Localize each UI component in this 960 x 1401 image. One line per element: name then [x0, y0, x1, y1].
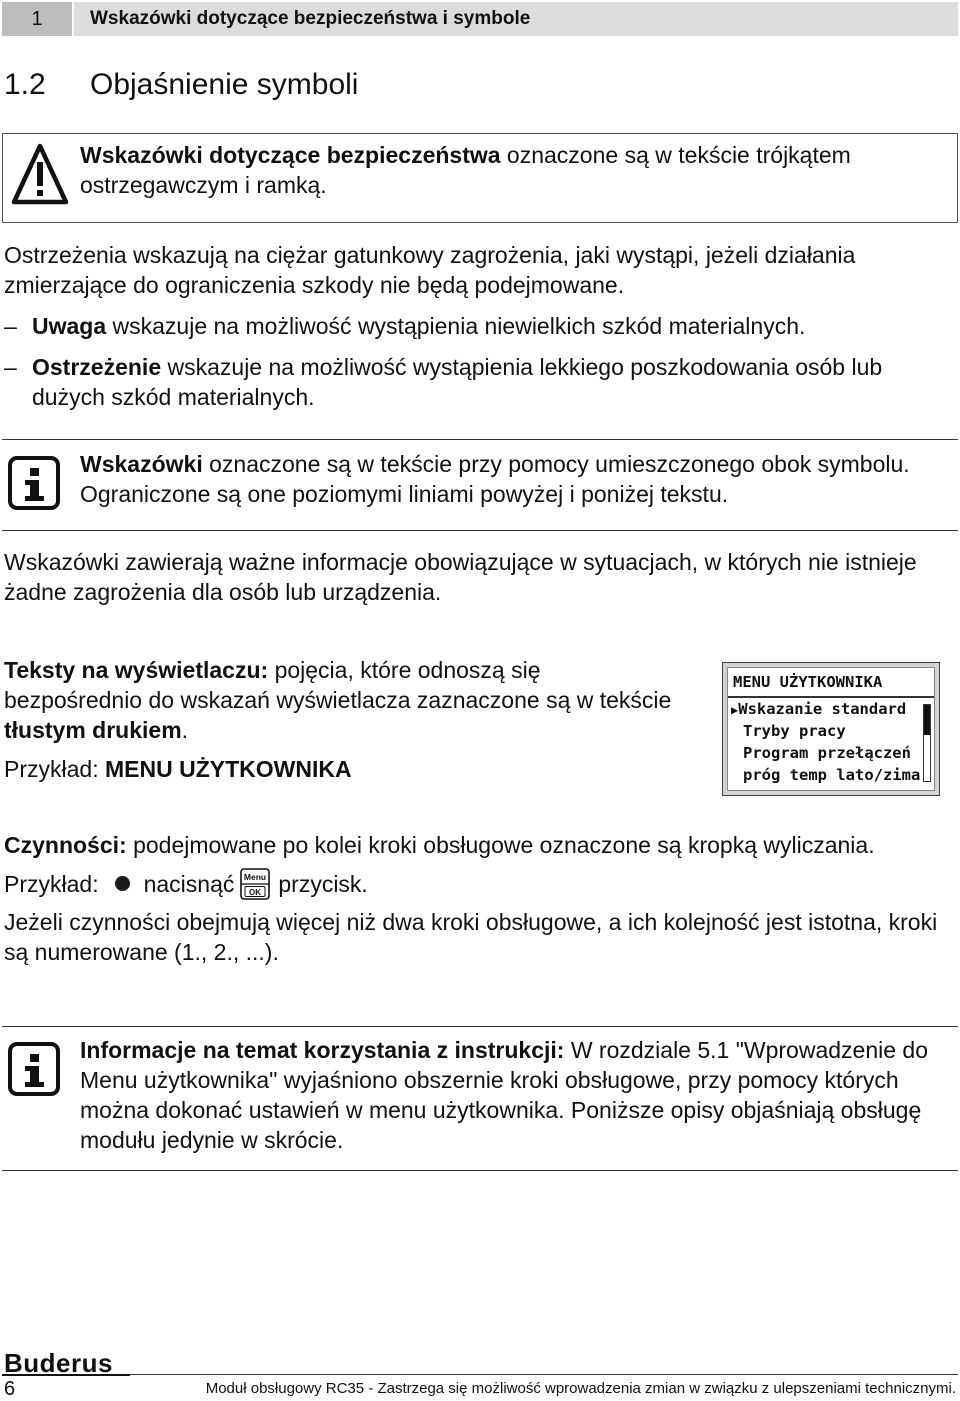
lcd-display: [722, 662, 940, 796]
bullet-bold: Ostrzeżenie: [32, 354, 162, 380]
actions-example-label: Przykład:: [4, 871, 99, 897]
lcd-cursor-icon: ▶: [731, 703, 739, 717]
warning-triangle-icon: [10, 140, 70, 208]
info-box-bottom-rule: [2, 530, 958, 531]
section-title: [4, 68, 358, 102]
actions-example-action: nacisnąć: [143, 871, 235, 897]
info-box-top-rule: [2, 1026, 958, 1027]
actions-example: [4, 869, 954, 902]
bullet-bold: Uwaga: [32, 313, 107, 339]
info-box-2-rest: W rozdziale 5.1 "Wprowadzenie do Menu użytkownika" wyjaśniono obszernie kroki obsługowe, przy pomocy których można dokonać ustawień w menu użytkownika. Poniższe opisy objaśniają obsługę modułu jedynie w skrócie.: [80, 1037, 928, 1153]
warning-box-bold: Wskazówki dotyczące bezpieczeństwa: [80, 142, 501, 168]
info-box-2-text: [80, 1035, 950, 1155]
chapter-title: Wskazówki dotyczące bezpieczeństwa i symbole: [74, 2, 958, 36]
bullet-dot-icon: [115, 876, 130, 891]
display-texts-period: .: [181, 717, 189, 743]
buderus-logo: Buderus: [4, 1348, 113, 1378]
section-title-text: Objaśnienie symboli: [90, 68, 359, 101]
lcd-scrollbar-thumb: [924, 705, 930, 735]
info-box-1-text: [80, 449, 950, 509]
warning-box-text: [80, 140, 950, 200]
warnings-paragraph: Ostrzeżenia wskazują na ciężar gatunkowy zagrożenia, jaki wystąpi, jeżeli działania zmierzające do ograniczenia szkody nie będą podejmowane.: [4, 242, 856, 298]
bullet-item: [4, 352, 954, 412]
lcd-menu-item: próg temp lato/zima: [743, 766, 921, 784]
display-texts-paragraph: [4, 655, 684, 745]
info-box-top-rule: [2, 439, 958, 440]
lcd-title: MENU UŻYTKOWNIKA: [733, 673, 883, 691]
info-box-1-bold: Wskazówki: [80, 451, 203, 477]
info-icon: [8, 1042, 60, 1096]
warning-box-rest: oznaczone są w tekście trójkątem ostrzegawczym i ramką.: [80, 142, 851, 198]
actions-paragraph: [4, 830, 954, 860]
display-texts-bold-2: tłustym drukiem: [4, 717, 182, 743]
bullet-text: wskazuje na możliwość wystąpienia lekkiego poszkodowania osób lub dużych szkód materialnych.: [32, 354, 883, 410]
notes-paragraph: Wskazówki zawierają ważne informacje obowiązujące w sytuacjach, w których nie istnieje żadne zagrożenia dla osób lub urządzenia.: [4, 549, 917, 605]
actions-numbering: Jeżeli czynności obejmują więcej niż dwa kroki obsługowe, a ich kolejność jest istotna, kroki są numerowane (1., 2., ...).: [4, 909, 938, 965]
display-example-value: MENU UŻYTKOWNIKA: [104, 756, 352, 782]
lcd-screen: [727, 667, 935, 791]
info-box-bottom-rule: [2, 1170, 958, 1171]
info-icon: [8, 456, 60, 510]
actions-bold: Czynności:: [4, 832, 127, 858]
menu-button-top-label: Menu: [244, 871, 267, 882]
bullet-item: [4, 311, 954, 341]
info-box-1-rest: oznaczone są w tekście przy pomocy umieszczonego obok symbolu. Ograniczone są one poziomymi liniami powyżej i poniżej tekstu.: [80, 451, 910, 507]
footer-rule-accent: [2, 1374, 130, 1376]
bullet-dash: –: [4, 354, 17, 380]
display-texts-bold: Teksty na wyświetlaczu:: [4, 657, 269, 683]
bullet-dash: –: [4, 313, 17, 339]
footer-text: Moduł obsługowy RC35 - Zastrzega się możliwość wprowadzenia zmian w związku z ulepszeniami technicznymi.: [205, 1380, 956, 1397]
display-texts-body: pojęcia, które odnoszą się bezpośrednio do wskazań wyświetlacza zaznaczone są w tekście: [4, 657, 672, 713]
menu-button-bottom-label: OK: [249, 887, 262, 897]
bullet-text: wskazuje na możliwość wystąpienia niewielkich szkód materialnych.: [106, 313, 806, 339]
lcd-item-label: Wskazanie standard: [738, 700, 907, 718]
chapter-number: 1: [2, 2, 72, 36]
lcd-scrollbar: [923, 704, 931, 782]
lcd-menu-item-selected: [731, 700, 906, 718]
display-example: [4, 754, 684, 784]
display-example-label: Przykład:: [4, 756, 105, 782]
menu-ok-button-icon: [240, 868, 270, 900]
info-box-2-bold: Informacje na temat korzystania z instrukcji:: [80, 1037, 565, 1063]
actions-example-tail: przycisk.: [278, 871, 368, 897]
actions-text: podejmowane po kolei kroki obsługowe oznaczone są kropką wyliczania.: [126, 832, 875, 858]
lcd-menu-item: Tryby pracy: [743, 722, 846, 740]
footer-rule: [2, 1374, 958, 1375]
lcd-menu-item: Program przełączeń: [743, 744, 911, 762]
section-number: 1.2: [4, 68, 46, 101]
page-number: 6: [4, 1378, 16, 1400]
lcd-separator: [728, 696, 934, 698]
